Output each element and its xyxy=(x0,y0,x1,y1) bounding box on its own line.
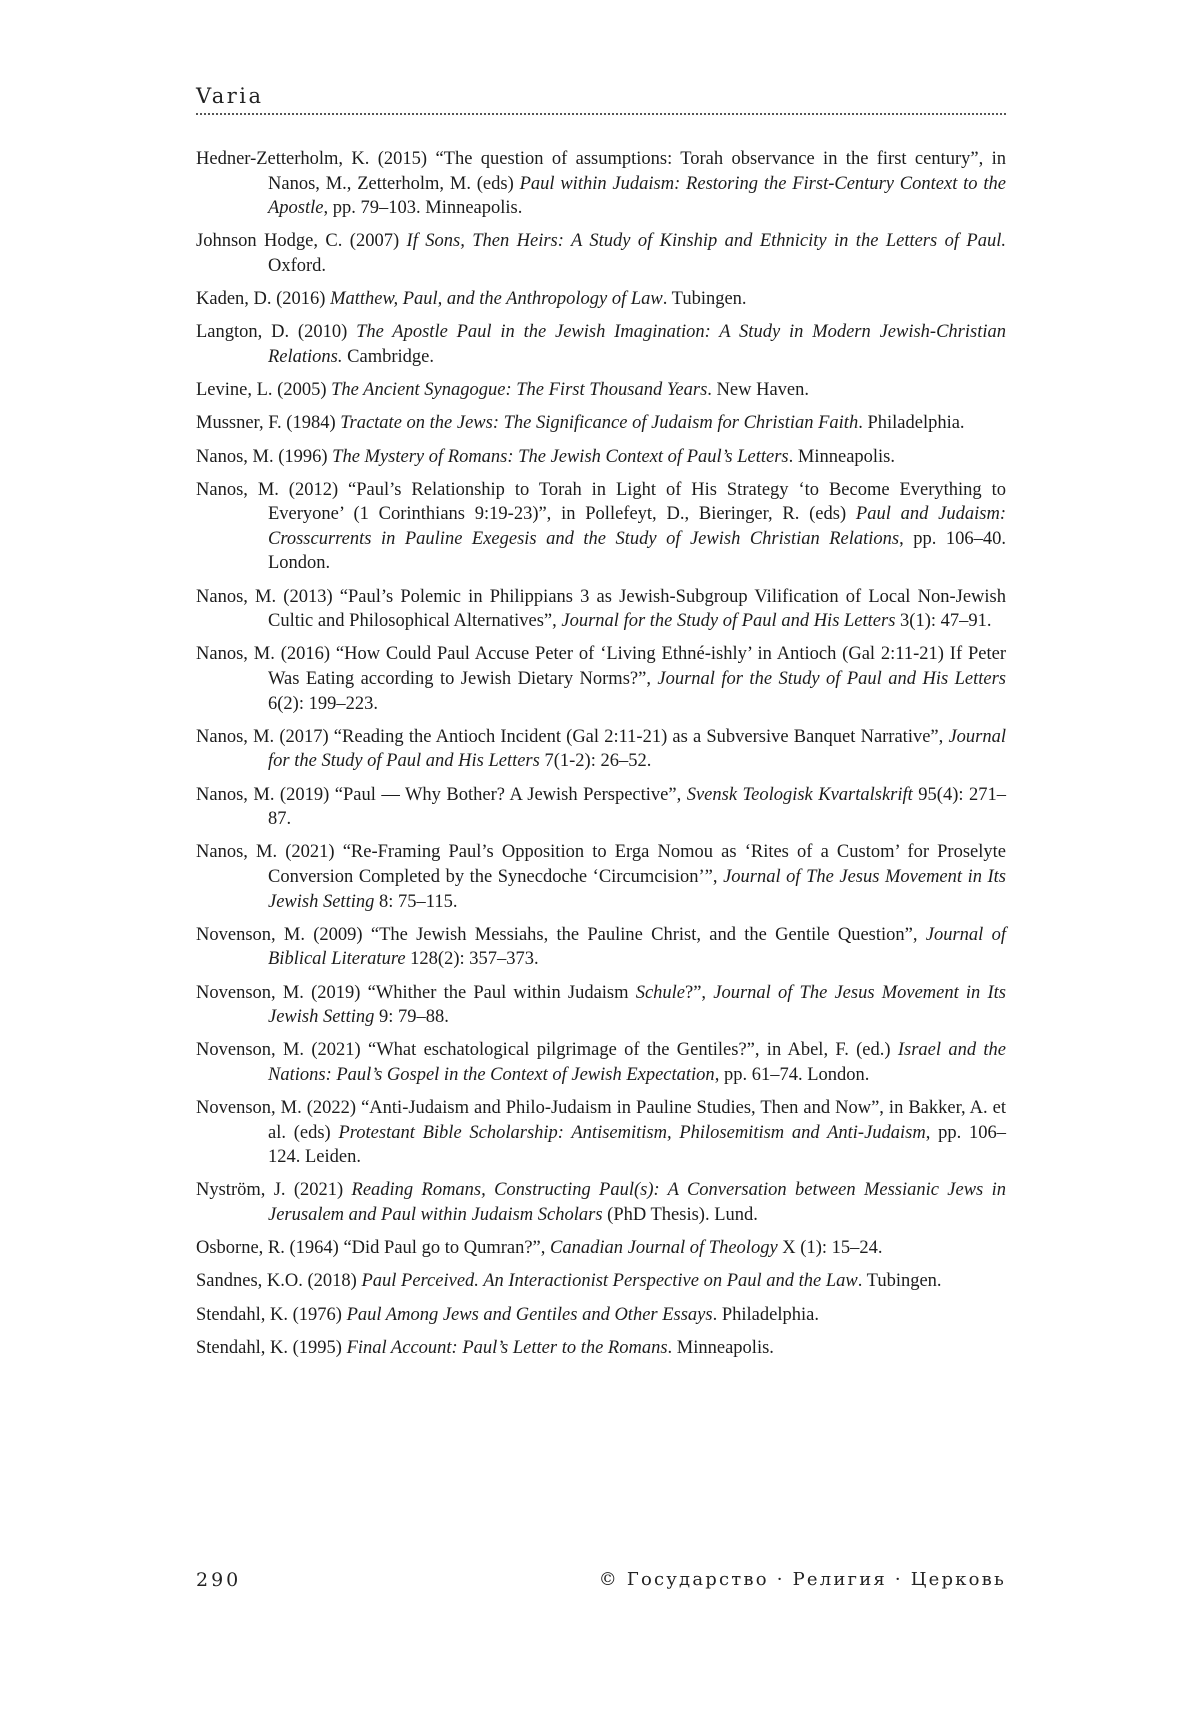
page-footer xyxy=(196,1569,1006,1599)
reference-entry: Novenson, M. (2022) “Anti-Judaism and Philo-Judaism in Pauline Studies, Then and Now”, in Bakker, A. et al. (eds) Protestant Bible Scholarship: Antisemitism, Philosemitism and Anti-Judaism, pp. 106–124. Leiden. xyxy=(196,1098,1006,1168)
reference-entry: Langton, D. (2010) The Apostle Paul in the Jewish Imagination: A Study in Modern Jewish-Christian Relations. Cambridge. xyxy=(196,322,1007,367)
reference-entry: Stendahl, K. (1976) Paul Among Jews and Gentiles and Other Essays. Philadelphia. xyxy=(196,1304,819,1325)
reference-entry: Hedner-Zetterholm, K. (2015) “The question of assumptions: Torah observance in the first century”, in Nanos, M., Zetterholm, M. (eds) Paul within Judaism: Restoring the First-Century Context to the Apostle, pp. 79–103. Minneapolis. xyxy=(196,149,1006,219)
reference-entry: Nanos, M. (2013) “Paul’s Polemic in Philippians 3 as Jewish-Subgroup Vilification of Local Non-Jewish Cultic and Philosophical Alternatives”, Journal for the Study of Paul and His Letters 3(1): 47–91. xyxy=(196,586,1006,632)
reference-entry: Novenson, M. (2021) “What eschatological pilgrimage of the Gentiles?”, in Abel, F. (ed.) Israel and the Nations: Paul’s Gospel in the Context of Jewish Expectation, pp. 61–74. London. xyxy=(196,1040,1006,1085)
reference-entry: Stendahl, K. (1995) Final Account: Paul’s Letter to the Romans. Minneapolis. xyxy=(196,1337,774,1358)
reference-entry: Nanos, M. (2016) “How Could Paul Accuse Peter of ‘Living Ethné-ishly’ in Antioch (Gal 2:11-21) If Peter Was Eating according to Jewish Dietary Norms?”, Journal for the Study of Paul and His Letters 6(2): 199–223. xyxy=(196,644,1006,714)
reference-entry: Osborne, R. (1964) “Did Paul go to Qumran?”, Canadian Journal of Theology X (1): 15–24. xyxy=(196,1238,883,1259)
page-number: 290 xyxy=(196,1569,242,1591)
page xyxy=(196,0,1006,1710)
reference-entry: Kaden, D. (2016) Matthew, Paul, and the Anthropology of Law. Tubingen. xyxy=(196,289,747,310)
reference-entry: Nanos, M. (2019) “Paul — Why Bother? A Jewish Perspective”, Svensk Teologisk Kvartalskrift 95(4): 271–87. xyxy=(196,784,1006,830)
journal-name: © Государство · Религия · Церковь xyxy=(598,1569,1006,1590)
reference-entry: Mussner, F. (1984) Tractate on the Jews: The Significance of Judaism for Christian Faith. Philadelphia. xyxy=(196,413,965,434)
reference-entry: Levine, L. (2005) The Ancient Synagogue: The First Thousand Years. New Haven. xyxy=(196,380,810,401)
reference-entry: Nanos, M. (2012) “Paul’s Relationship to Torah in Light of His Strategy ‘to Become Everything to Everyone’ (1 Corinthians 9:19-23)”, in Pollefeyt, D., Bieringer, R. (eds) Paul and Judaism: Crosscurrents in Pauline Exegesis and the Study of Jewish Christian Relations, pp. 106–40. London. xyxy=(196,479,1007,574)
reference-entry: Sandnes, K.O. (2018) Paul Perceived. An Interactionist Perspective on Paul and the Law. Tubingen. xyxy=(196,1271,942,1292)
dotted-rule xyxy=(196,113,1006,115)
reference-list xyxy=(196,147,1006,1369)
reference-entry: Nanos, M. (1996) The Mystery of Romans: The Jewish Context of Paul’s Letters. Minneapolis. xyxy=(196,446,896,467)
reference-entry: Nanos, M. (2021) “Re-Framing Paul’s Opposition to Erga Nomou as ‘Rites of a Custom’ for Proselyte Conversion Completed by the Synecdoche ‘Circumcision’”, Journal of The Jesus Movement in Its Jewish Setting 8: 75–115. xyxy=(196,842,1007,912)
reference-entry: Johnson Hodge, C. (2007) If Sons, Then Heirs: A Study of Kinship and Ethnicity in the Letters of Paul. Oxford. xyxy=(196,231,1006,276)
reference-entry: Novenson, M. (2019) “Whither the Paul within Judaism Schule?”, Journal of The Jesus Movement in Its Jewish Setting 9: 79–88. xyxy=(196,982,1006,1028)
reference-entry: Nyström, J. (2021) Reading Romans, Constructing Paul(s): A Conversation between Messianic Jews in Jerusalem and Paul within Judaism Scholars (PhD Thesis). Lund. xyxy=(196,1180,1006,1226)
running-head: Varia xyxy=(196,84,264,108)
reference-entry: Novenson, M. (2009) “The Jewish Messiahs, the Pauline Christ, and the Gentile Question”, Journal of Biblical Literature 128(2): 357–373. xyxy=(196,924,1006,970)
reference-entry: Nanos, M. (2017) “Reading the Antioch Incident (Gal 2:11-21) as a Subversive Banquet Narrative”, Journal for the Study of Paul and His Letters 7(1-2): 26–52. xyxy=(196,726,1006,772)
